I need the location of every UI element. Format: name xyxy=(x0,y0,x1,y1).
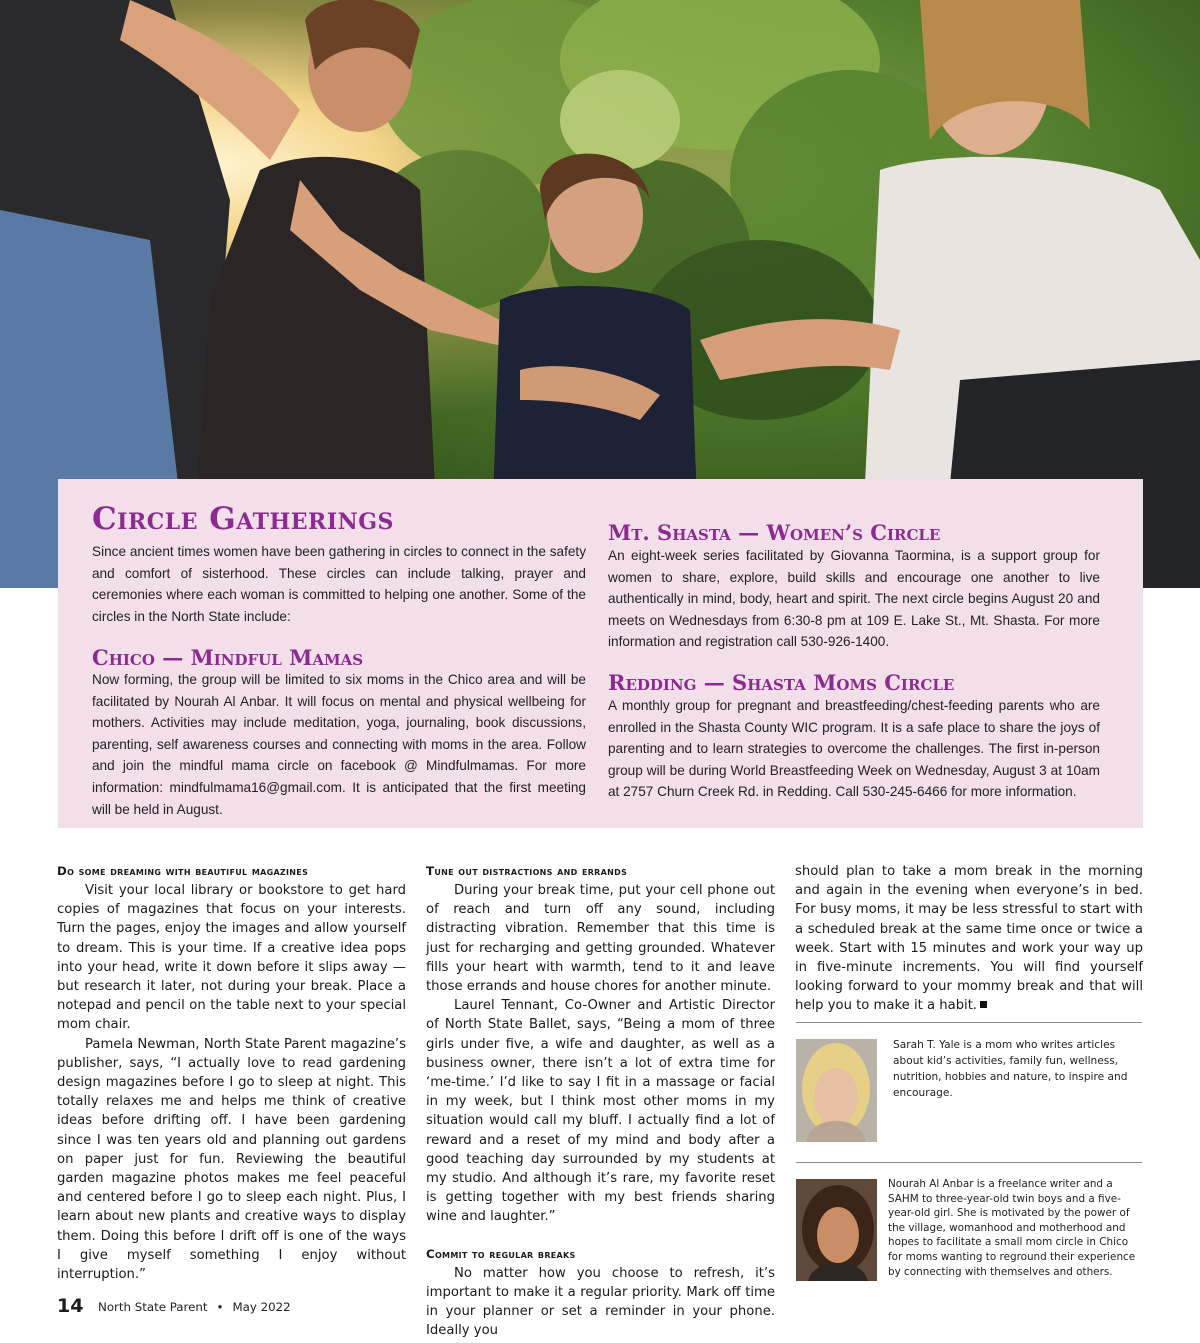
chico-heading: Chico — Mindful Mamas xyxy=(92,645,364,670)
section-heading-magazines: Do some dreaming with beautiful magazines xyxy=(57,864,309,878)
article-column-2 xyxy=(426,862,775,1340)
author-photo-nourah xyxy=(796,1179,877,1281)
sidebar-intro: Since ancient times women have been gathering in circles to connect in the safety and comfort of sisterhood. These circles can include talking, prayer and ceremonies where each woman is committed to helping one another. Some of the circles in the North State include: xyxy=(92,544,586,624)
mt-shasta-text: An eight-week series facilitated by Giovanna Taormina, is a support group for women to share, explore, build skills and encourage one another to live authentically in mind, body, heart and spirit. The next circle begins August 20 and meets on Wednesdays from 6:30-8 pm at 109 E. Lake St., Mt. Shasta. For more information and registration call 530-926-1400. xyxy=(608,548,1100,650)
paragraph-text: should plan to take a mom break in the morning and again in the evening when everyone’s in bed. For busy moms, it may be less stressful to start with a scheduled break at the same time once or twice a week. Start with 15 minutes and work your way up in five-minute increments. You will find yourself looking forward to your mommy break and that will help you to make it a habit. xyxy=(795,864,1143,1014)
article-column-3 xyxy=(795,862,1143,1016)
paragraph: Laurel Tennant, Co-Owner and Artistic Director of North State Ballet, says, “Being a mom of three girls under five, a wife and daughter, as well as a business owner, there isn’t a lot of extra time for ‘me-time.’ I’d like to say I fit in a massage or facial in my week, but I think most other moms in my situation would call my bluff. I actually find a lot of reward and a reset of my mind and body after a good teaching day surrounded by my students at my studio. And although it’s rare, my favorite reset is getting together with my best friends sharing wine and laughter.” xyxy=(426,998,775,1225)
redding-text: A monthly group for pregnant and breastfeeding/chest-feeding parents who are enrolled in the Shasta County WIC program. It is a safe place to share the joys of parenting and to learn strategies to overcome the challenges. The first in-person group will be during World Breastfeeding Week on Wednesday, August 3 at 10am at 2757 Churn Creek Rd. in Redding. Call 530-245-6466 for more information. xyxy=(608,698,1100,800)
divider xyxy=(796,1022,1142,1023)
section-heading-breaks: Commit to regular breaks xyxy=(426,1246,576,1261)
sidebar-title: Circle Gatherings xyxy=(92,501,394,537)
chico-text: Now forming, the group will be limited to six moms in the Chico area and will be facilitated by Nourah Al Anbar. It will focus on mental and physical wellbeing for mothers. Activities may include meditation, yoga, journaling, book discussions, parenting, self awareness courses and connecting with moms in the area. Follow and join the mindful mama circle on facebook @ Mindfulmamas. For more information: mindfulmama16@gmail.com. It is anticipated that the first meeting will be held in August. xyxy=(92,672,586,817)
paragraph: During your break time, put your cell phone out of reach and turn off any sound, including distracting vibration. Remember that this time is just for recharging and getting grounded. Whatever fills your heart with warmth, tend to it and leave those errands and house chores for another minute. xyxy=(426,883,775,995)
page-number: 14 xyxy=(57,1295,84,1317)
publication-name: North State Parent xyxy=(98,1300,208,1314)
divider xyxy=(796,1162,1142,1163)
mt-shasta-heading: Mt. Shasta — Women’s Circle xyxy=(608,520,941,545)
paragraph: Visit your local library or bookstore to get hard copies of magazines that focus on your interests. Turn the pages, enjoy the images and allow yourself to dream. This is your time. If a creative idea pops into your head, write it down before it slips away — but research it later, not during your break. Place a notepad and pencil on the table next to your special mom chair. xyxy=(57,883,406,1033)
paragraph xyxy=(795,862,1143,1016)
paragraph: No matter how you choose to refresh, it’s important to make it a regular priority. Mark off time in your planner or set a reminder in your phone. Ideally you xyxy=(426,1265,775,1339)
separator: • xyxy=(216,1300,224,1314)
redding-heading: Redding — Shasta Moms Circle xyxy=(608,670,955,695)
end-mark-icon xyxy=(980,1001,987,1008)
section-heading-distractions: Tune out distractions and errands xyxy=(426,864,628,878)
article-column-1 xyxy=(57,862,406,1284)
author-bio-sarah: Sarah T. Yale is a mom who writes articles about kid’s activities, family fun, wellness, nutrition, hobbies and nature, to inspire and encourage. xyxy=(893,1039,1128,1099)
paragraph: Pamela Newman, North State Parent magazine’s publisher, says, “I actually love to read gardening design magazines before I go to sleep at night. This totally relaxes me and helps me think of creative ideas before drifting off. I have been gardening since I was ten years old and planning out gardens on paper just for fun. Reviewing the beautiful garden magazine photos makes me feel peaceful and centered before I go to sleep each night. Plus, I learn about new plants and creative ways to display them. Doing this before I drift off is one of the ways I give myself something I enjoy without interruption.” xyxy=(57,1036,406,1283)
circle-gatherings-sidebar xyxy=(58,479,1143,828)
author-photo-sarah xyxy=(796,1039,877,1142)
issue-date: May 2022 xyxy=(232,1300,291,1314)
folio xyxy=(98,1300,291,1314)
author-bio-nourah: Nourah Al Anbar is a freelance writer and a SAHM to three-year-old twin boys and a five-year-old girl. She is motivated by the power of the village, womanhood and motherhood and hopes to facilitate a small mom circle in Chico for moms wanting to reground their experience by connecting with themselves and others. xyxy=(888,1178,1136,1278)
